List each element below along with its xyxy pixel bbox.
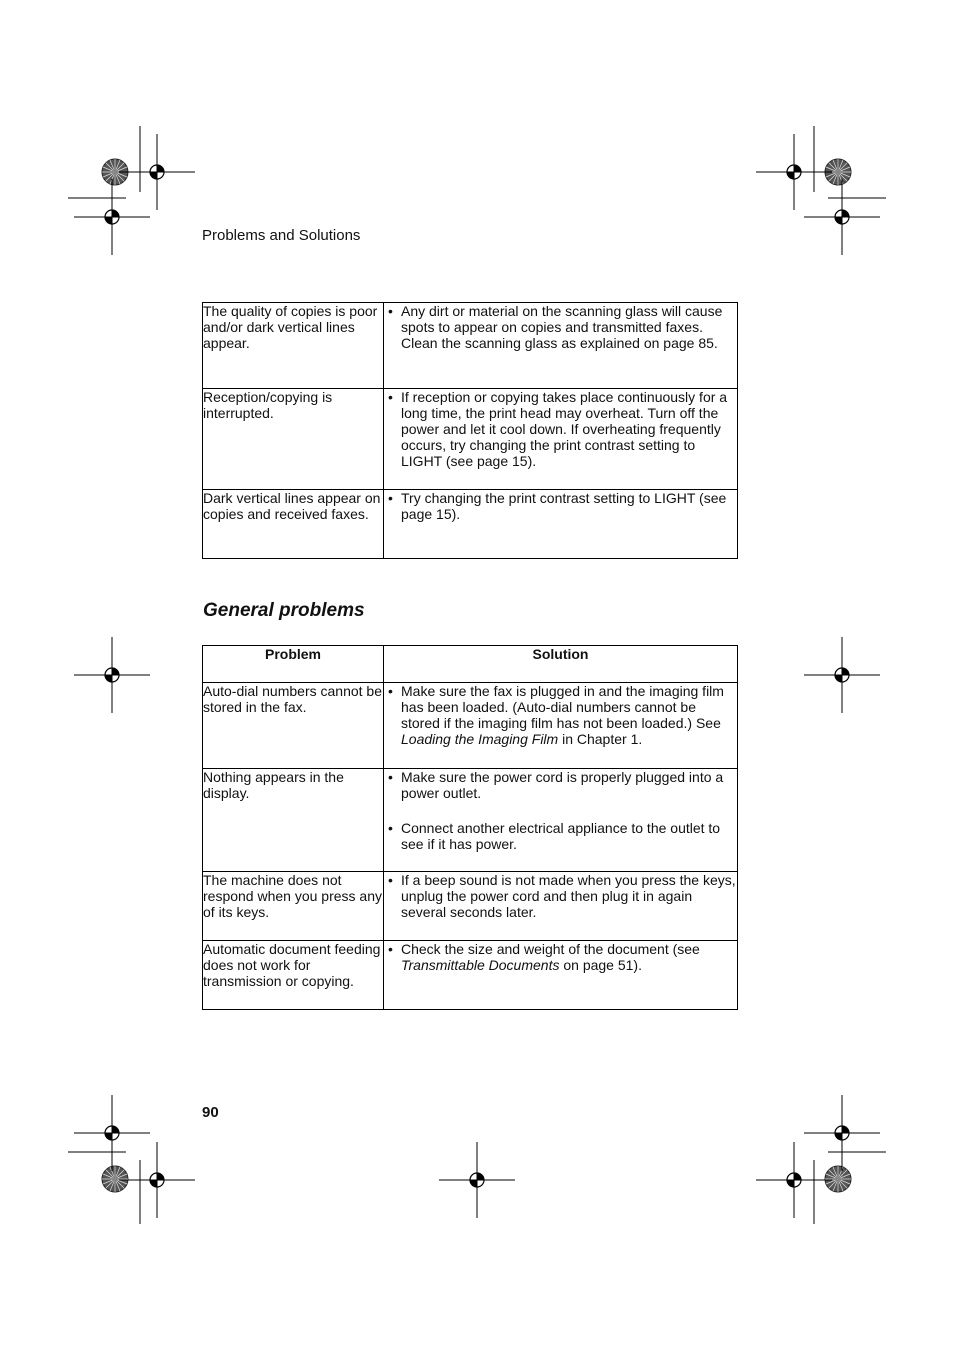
solution-cell <box>384 683 738 769</box>
problem-cell: Reception/copying is interrupted. <box>203 389 384 490</box>
solution-text-end: on page 51). <box>559 957 642 973</box>
solution-bullet <box>384 941 737 973</box>
table-row <box>203 389 738 490</box>
problem-cell: Auto-dial numbers cannot be stored in the fax. <box>203 683 384 769</box>
solution-cell <box>384 490 738 559</box>
table-row <box>203 490 738 559</box>
table-row <box>203 941 738 1010</box>
bottom-left-marks <box>68 1095 195 1224</box>
solution-bullet: • Try changing the print contrast setting to LIGHT (see page 15). <box>384 490 737 522</box>
top-left-marks <box>68 126 195 255</box>
solution-bullet: • If reception or copying takes place continuously for a long time, the print head may overheat. Turn off the power and let it cool down. If overheating frequently occurs, try changing the print contrast setting to LIGHT (see page 15). <box>384 389 737 469</box>
bottom-right-marks <box>756 1095 886 1224</box>
solution-text: Make sure the fax is plugged in and the imaging film has been loaded. (Auto-dial numbers cannot be stored if the imaging film has not been loaded.) See <box>401 683 724 731</box>
copy-problems-table <box>202 302 738 559</box>
problem-cell: Dark vertical lines appear on copies and received faxes. <box>203 490 384 559</box>
table-row <box>203 683 738 769</box>
column-header-problem: Problem <box>203 646 384 683</box>
page-number: 90 <box>202 1104 219 1121</box>
column-header-solution: Solution <box>384 646 738 683</box>
middle-right-mark <box>804 637 880 713</box>
solution-cell <box>384 872 738 941</box>
table-header-row <box>203 646 738 683</box>
solution-bullet: • Any dirt or material on the scanning glass will cause spots to appear on copies and transmitted faxes. Clean the scanning glass as explained on page 85. <box>384 303 737 351</box>
solution-text: Check the size and weight of the document (see <box>401 941 700 957</box>
problem-cell: The machine does not respond when you press any of its keys. <box>203 872 384 941</box>
table-row <box>203 872 738 941</box>
general-problems-table <box>202 645 738 1010</box>
solution-text-end: in Chapter 1. <box>558 731 643 747</box>
middle-left-mark <box>74 637 150 713</box>
solution-cell <box>384 389 738 490</box>
solution-bullet <box>384 683 737 747</box>
problem-cell: Automatic document feeding does not work for transmission or copying. <box>203 941 384 1010</box>
solution-bullet: • Connect another electrical appliance to the outlet to see if it has power. <box>384 820 737 852</box>
table-row <box>203 769 738 872</box>
cross-reference: Transmittable Documents <box>401 957 560 973</box>
solution-cell <box>384 769 738 872</box>
solution-bullet: • Make sure the power cord is properly plugged into a power outlet. <box>384 769 737 801</box>
section-title: General problems <box>203 600 365 621</box>
top-right-marks <box>756 126 886 255</box>
bottom-center-mark <box>439 1142 515 1218</box>
solution-cell <box>384 941 738 1010</box>
problem-cell: Nothing appears in the display. <box>203 769 384 872</box>
running-header: Problems and Solutions <box>202 227 361 244</box>
cross-reference: Loading the Imaging Film <box>401 731 559 747</box>
solution-cell <box>384 303 738 389</box>
table-row <box>203 303 738 389</box>
problem-cell: The quality of copies is poor and/or dark vertical lines appear. <box>203 303 384 389</box>
solution-bullet: • If a beep sound is not made when you press the keys, unplug the power cord and then plug it in again several seconds later. <box>384 872 737 920</box>
